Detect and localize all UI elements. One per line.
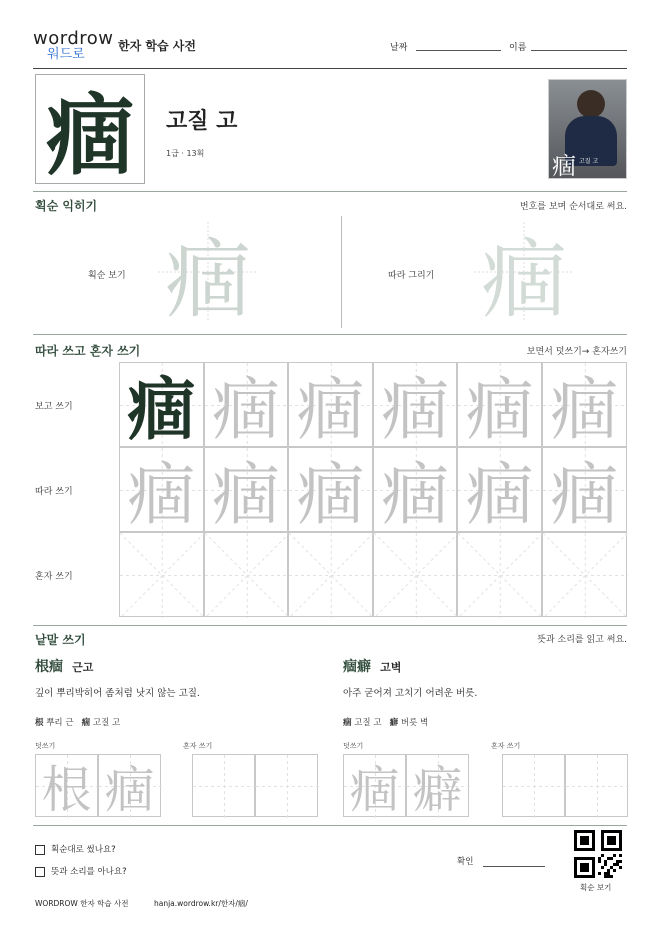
practice-cell[interactable] [119,532,204,617]
stroke-rule [33,334,627,335]
word-2-char1: 痼 [343,718,352,728]
cell-guide-lines [256,755,319,818]
practice-cell[interactable] [288,447,373,535]
word-2-gloss [343,716,428,728]
logo-korean: 워드로 [47,47,85,62]
vocab-write-cell[interactable] [255,754,318,817]
checkbox-1[interactable] [35,845,45,855]
practice-cell [204,362,289,450]
stroke-section-title: 획순 익히기 [35,199,98,213]
footer-url[interactable]: hanja.wordrow.kr/한자/痼/ [154,899,248,908]
word-1-char1: 根 [35,718,44,728]
stroke-view-label: 획순 보기 [88,271,126,281]
practice-cell[interactable] [457,447,542,535]
hero-meta: 1급 · 13획 [166,149,205,158]
thumbnail-reading: 고질 고 [579,158,599,165]
practice-character: 痼 [550,371,619,450]
practice-section-hint: 보면서 덧쓰기→ 혼자쓰기 [526,347,627,357]
date-label: 날짜 [390,43,408,53]
stroke-divider [341,216,342,328]
qr-label: 획순 보기 [580,883,612,892]
trace-label: 따라 그리기 [388,271,435,281]
practice-character: 痼 [465,456,534,535]
vocab-trace-character: 痼 [104,760,155,819]
word-1-definition: 깊이 뿌리박히어 좀처럼 낫지 않는 고질. [35,688,200,699]
vocab-write-cell[interactable] [565,754,628,817]
practice-cell[interactable] [288,532,373,617]
practice-section-title: 따라 쓰고 혼자 쓰기 [35,344,141,358]
practice-character: 痼 [550,456,619,535]
vocab-trace-character: 癖 [412,760,463,819]
logo [33,30,113,64]
thumbnail-figure [577,90,605,118]
vocab-write-cell[interactable] [343,754,406,817]
date-field[interactable] [416,50,501,51]
check-item-1-label: 획순대로 썼나요? [51,845,116,855]
word-1-hanja: 根痼 [35,659,63,675]
practice-cell[interactable] [373,532,458,617]
vocab-write-cell[interactable] [406,754,469,817]
logo-wordrow: wordrow [33,28,114,49]
practice-cell [373,362,458,450]
cell-guide-lines [205,533,290,618]
hero-character: 痼 [45,83,134,187]
word-1-reading: 근고 [72,661,94,674]
vocab-trace-character: 痼 [349,760,400,819]
confirm-field[interactable] [483,866,545,867]
word-1-trace-label: 덧쓰기 [35,742,56,750]
word-2-header [343,656,401,676]
word-2-reading: 고벽 [380,661,402,674]
practice-cell[interactable] [542,532,627,617]
stroke-section-hint: 번호를 보며 순서대로 써요. [519,202,627,212]
practice-character: 痼 [211,371,280,450]
practice-cell[interactable] [204,532,289,617]
checkbox-2[interactable] [35,867,45,877]
practice-cell[interactable] [542,447,627,535]
practice-cell [542,362,627,450]
name-label: 이름 [509,43,527,53]
word-1-char2: 痼 [81,718,91,728]
row-label-alone: 혼자 쓰기 [35,572,73,582]
practice-character: 痼 [381,371,450,450]
row-label-view: 보고 쓰기 [35,402,73,412]
word-1-header [35,656,93,676]
practice-character: 痼 [127,456,196,535]
practice-character: 痼 [296,371,365,450]
cell-guide-lines [120,533,205,618]
cell-guide-lines [289,533,374,618]
word-2-char2: 癖 [389,718,399,728]
word-2-definition: 아주 굳어져 고치기 어려운 버릇. [343,688,478,699]
word-2-trace-label: 덧쓰기 [343,742,364,750]
word-1-char1-gloss: 뿌리 근 [46,718,74,728]
practice-cell [457,362,542,450]
cell-guide-lines [193,755,256,818]
practice-cell [288,362,373,450]
practice-cell[interactable] [457,532,542,617]
practice-character: 痼 [296,456,365,535]
vocab-write-cell[interactable] [502,754,565,817]
confirm-label: 확인 [457,857,474,867]
hero-char-box [35,74,145,187]
word-1-gloss [35,716,120,728]
cell-guide-lines [458,533,543,618]
practice-cell[interactable] [204,447,289,535]
word-1-char2-gloss: 고질 고 [92,718,121,728]
row-label-trace: 따라 쓰기 [35,487,73,497]
qr-code[interactable] [574,830,622,878]
word-1-alone-label: 혼자 쓰기 [183,742,213,750]
practice-character: 痼 [465,371,534,450]
trace-character: 痼 [481,230,567,330]
practice-rule [33,625,627,626]
header-title: 한자 학습 사전 [118,39,196,53]
stroke-order-diagram [158,222,258,330]
vocab-write-cell[interactable] [192,754,255,817]
check-item-2-label: 뜻과 소리를 아나요? [51,867,127,877]
practice-cell[interactable] [373,447,458,535]
practice-character: 痼 [127,370,196,450]
practice-cell[interactable] [119,447,204,535]
footer-brand: WORDROW 한자 학습 사전 [35,899,129,908]
vocab-rule [33,825,627,826]
word-2-char1-gloss: 고질 고 [354,718,382,728]
word-2-hanja: 痼癖 [343,659,371,675]
check-item-1[interactable] [35,843,116,855]
vocab-write-cell[interactable] [98,754,161,817]
word-2-char2-gloss: 버릇 벽 [400,718,429,728]
vocab-trace-character: 根 [41,760,92,819]
cell-guide-lines [374,533,459,618]
practice-character: 痼 [381,456,450,535]
cell-guide-lines [566,755,629,818]
hero-thumbnail [548,79,627,179]
cell-guide-lines [503,755,566,818]
vocab-write-cell[interactable] [35,754,98,817]
hero-rule [33,191,627,192]
vocab-section-title: 낱말 쓰기 [35,633,86,647]
practice-character: 痼 [211,456,280,535]
hero-reading: 고질 고 [166,109,238,134]
word-2-alone-label: 혼자 쓰기 [491,742,521,750]
vocab-section-hint: 뜻과 소리를 읽고 써요. [537,635,627,645]
stroke-view-character: 痼 [165,230,251,330]
qr-code-icon [574,830,622,878]
name-field[interactable] [531,50,627,51]
thumbnail-char: 痼 [552,152,576,179]
check-item-2[interactable] [35,865,127,877]
practice-cell [119,362,204,450]
cell-guide-lines [543,533,628,618]
trace-diagram[interactable] [474,222,574,330]
